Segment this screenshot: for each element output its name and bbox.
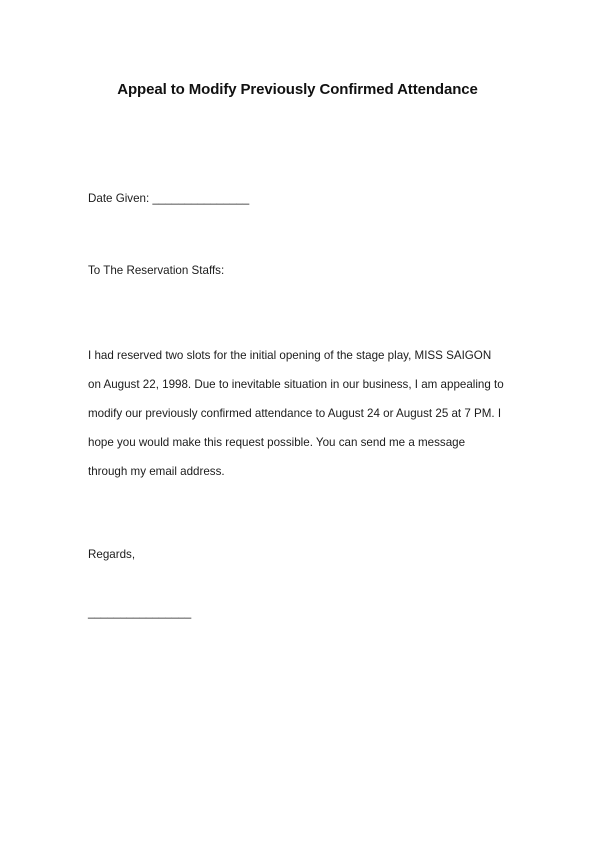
body-line: modify our previously confirmed attendance to August 24 or August 25 at 7 PM. I [88,407,502,420]
body-line: through my email address. [88,465,225,478]
closing: Regards, [88,548,136,561]
document-title: Appeal to Modify Previously Confirmed Attendance [117,81,478,98]
salutation: To The Reservation Staffs: [88,264,225,277]
body-line: hope you would make this request possible. You can send me a message [88,436,466,449]
date-line: Date Given: _______________ [88,192,250,205]
body-line: on August 22, 1998. Due to inevitable situation in our business, I am appealing to [88,378,504,391]
body-paragraph [88,348,518,493]
signature-line: ________________ [88,606,192,619]
body-line: I had reserved two slots for the initial opening of the stage play, MISS SAIGON [88,349,492,362]
